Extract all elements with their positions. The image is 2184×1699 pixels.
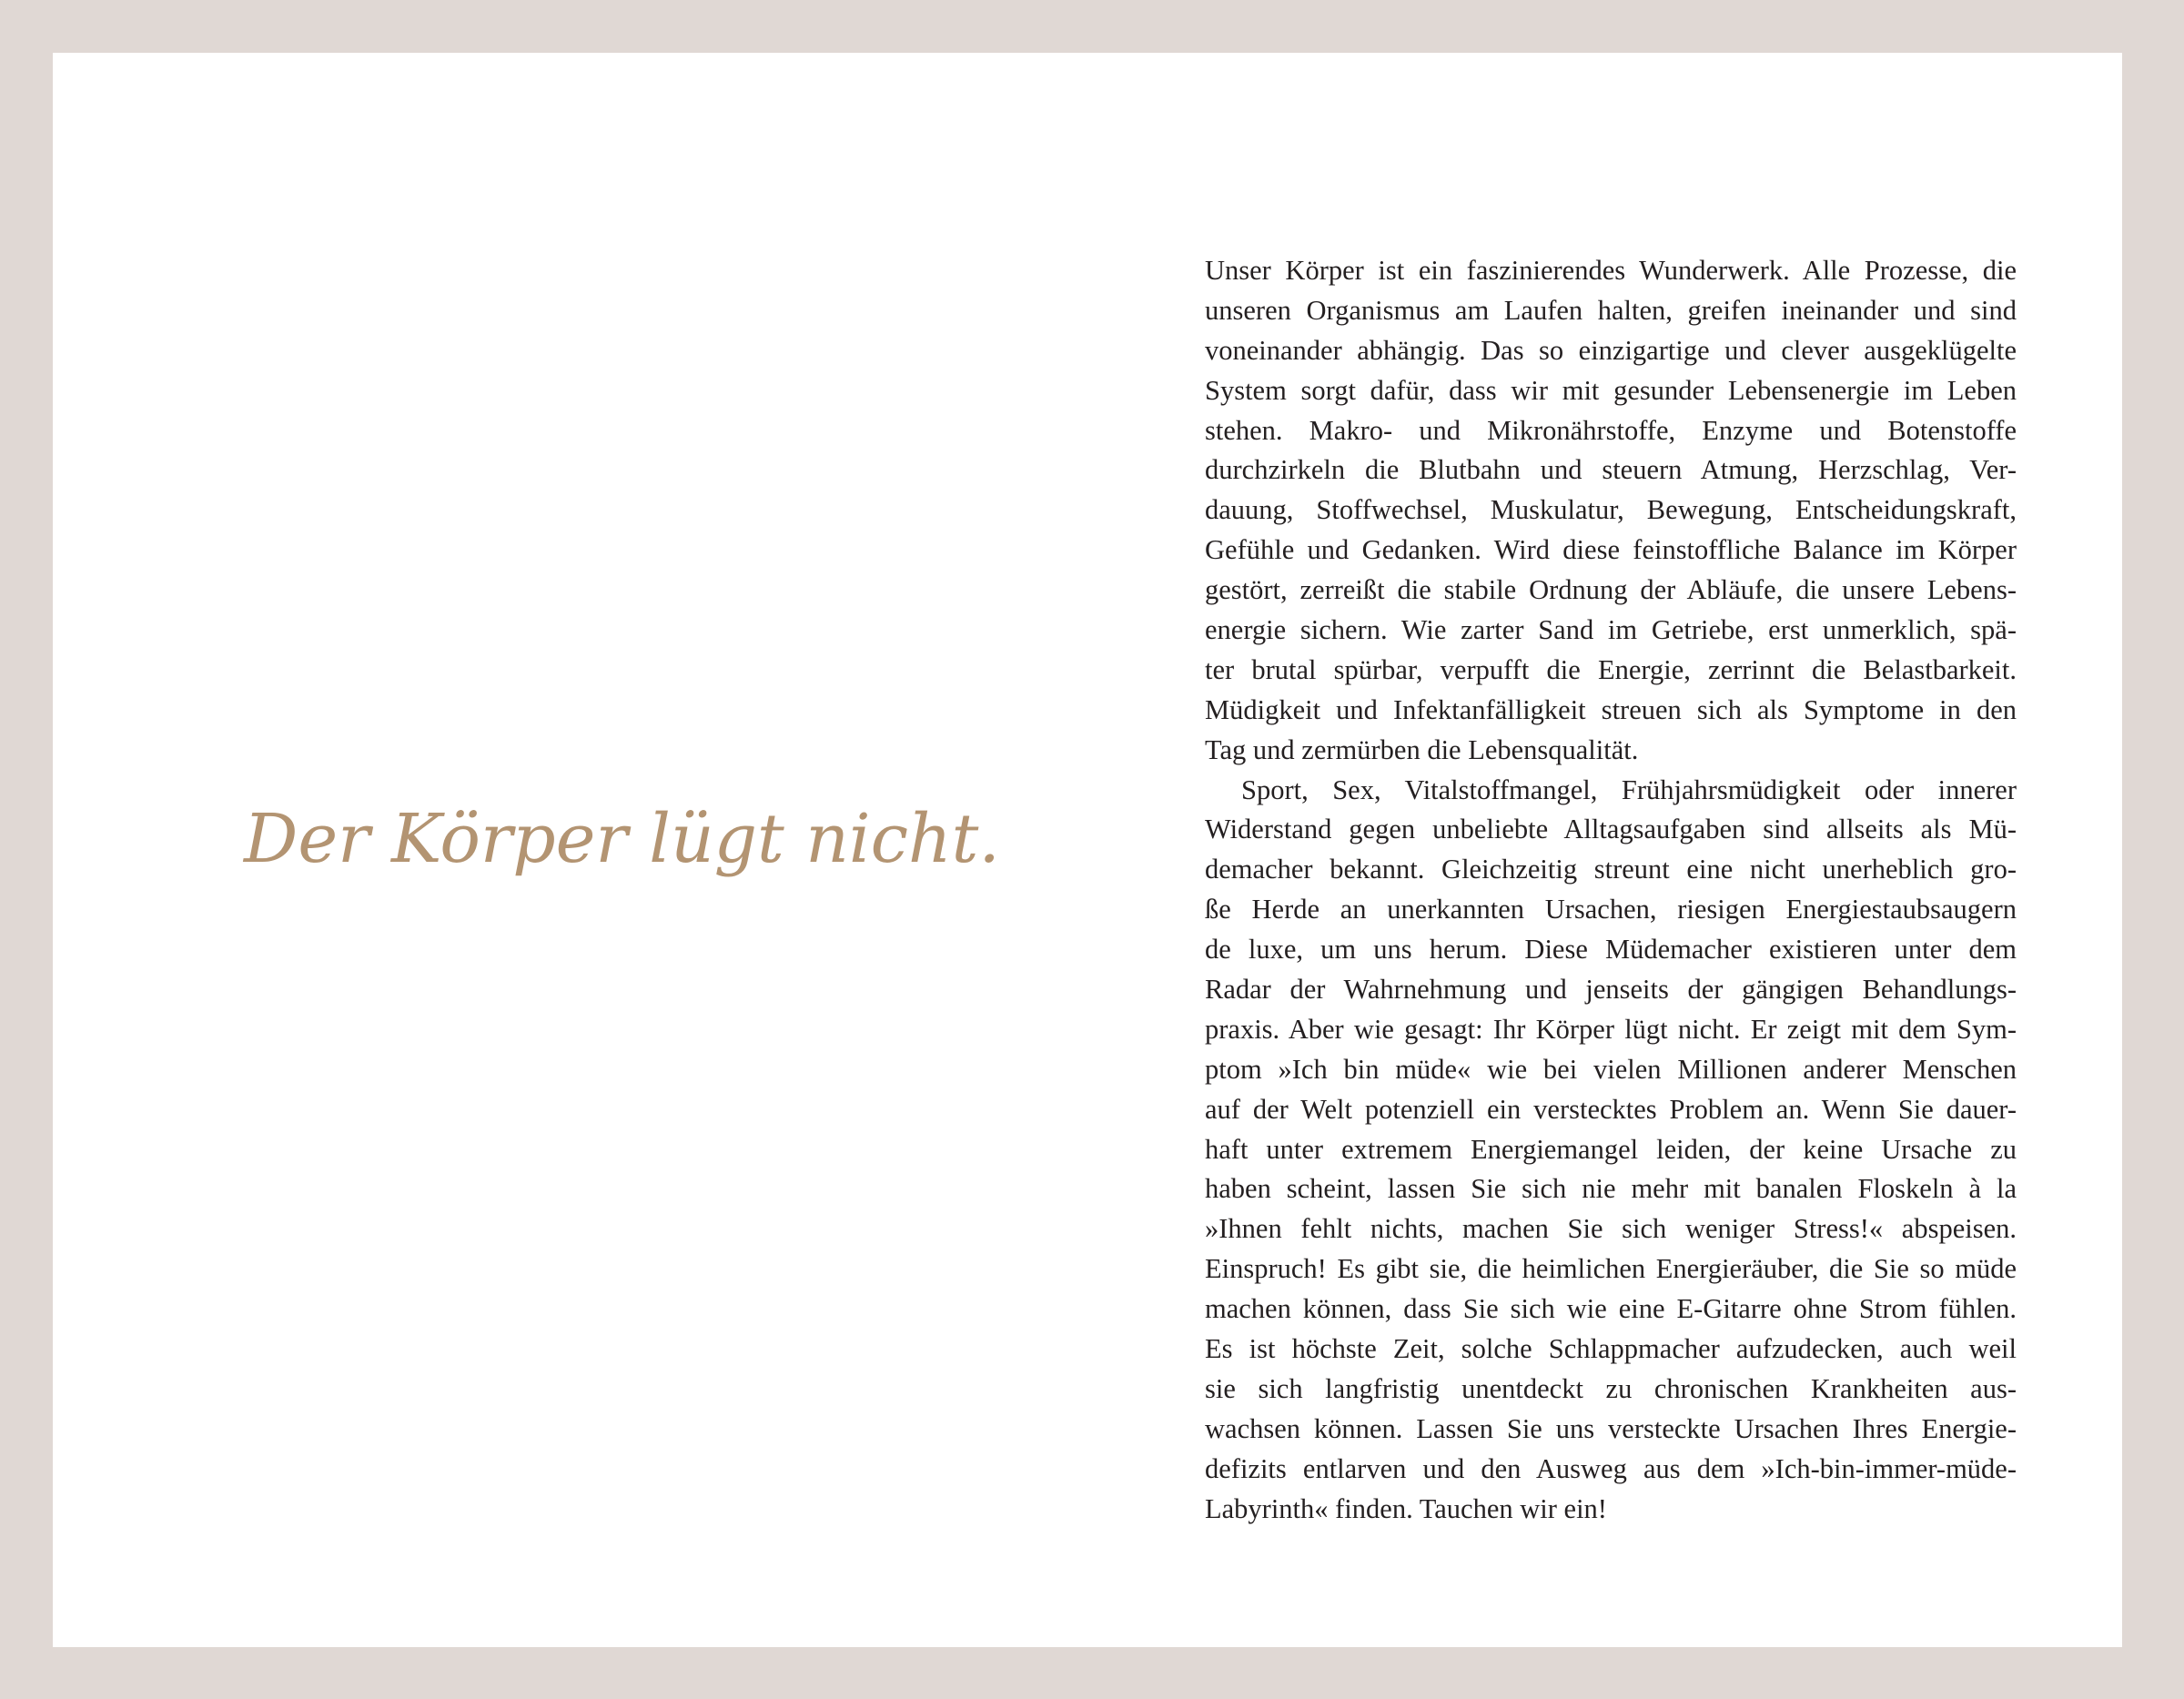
body-text — [1205, 251, 2017, 1530]
text-line: ptom »Ich bin müde« wie bei vielen Millionen anderer Menschen — [1205, 1053, 2017, 1085]
text-line: Müdigkeit und Infektanfälligkeit streuen sich als Symptome in den — [1205, 693, 2017, 725]
text-line: System sorgt dafür, dass wir mit gesunder Lebensenergie im Leben — [1205, 374, 2017, 406]
text-line: haben scheint, lassen Sie sich nie mehr mit banalen Floskeln à la — [1205, 1173, 2017, 1205]
text-line: Gefühle und Gedanken. Wird diese feinstoffliche Balance im Körper — [1205, 534, 2017, 566]
text-line: haft unter extremem Energiemangel leiden, der keine Ursache zu — [1205, 1133, 2017, 1165]
paragraph — [1205, 771, 2017, 1530]
text-line: Einspruch! Es gibt sie, die heimlichen Energieräuber, die Sie so müde — [1205, 1253, 2017, 1285]
text-line: Sport, Sex, Vitalstoffmangel, Frühjahrsmüdigkeit oder innerer — [1241, 774, 2017, 805]
book-spread — [53, 53, 2122, 1647]
text-line: voneinander abhängig. Das so einzigartige und clever ausgeklügelte — [1205, 334, 2017, 366]
text-line: auf der Welt potenziell ein verstecktes Problem an. Wenn Sie dauer- — [1205, 1093, 2017, 1125]
text-line: machen können, dass Sie sich wie eine E-Gitarre ohne Strom fühlen. — [1205, 1293, 2017, 1325]
text-line: Widerstand gegen unbeliebte Alltagsaufgaben sind allseits als Mü- — [1205, 814, 2017, 845]
text-line: de luxe, um uns herum. Diese Müdemacher existieren unter dem — [1205, 934, 2017, 966]
text-line: Es ist höchste Zeit, solche Schlappmacher aufzudecken, auch weil — [1205, 1333, 2017, 1365]
text-line: ße Herde an unerkannten Ursachen, riesigen Energiestaubsaugern — [1205, 894, 2017, 925]
text-line: Unser Körper ist ein faszinierendes Wunderwerk. Alle Prozesse, die — [1205, 255, 2017, 286]
text-line: wachsen können. Lassen Sie uns versteckte Ursachen Ihres Energie- — [1205, 1412, 2017, 1444]
text-line: »Ihnen fehlt nichts, machen Sie sich weniger Stress!« abspeisen. — [1205, 1213, 2017, 1245]
text-line: energie sichern. Wie zarter Sand im Getriebe, erst unmerklich, spä- — [1205, 614, 2017, 646]
text-line: demacher bekannt. Gleichzeitig streunt eine nicht unerheblich gro- — [1205, 854, 2017, 885]
text-line: durchzirkeln die Blutbahn und steuern Atmung, Herzschlag, Ver- — [1205, 454, 2017, 486]
text-line: gestört, zerreißt die stabile Ordnung der Abläufe, die unsere Lebens- — [1205, 574, 2017, 606]
text-line: dauung, Stoffwechsel, Muskulatur, Bewegung, Entscheidungskraft, — [1205, 494, 2017, 526]
chapter-headline: Der Körper lügt nicht. — [244, 800, 1000, 878]
text-line: unseren Organismus am Laufen halten, greifen ineinander und sind — [1205, 294, 2017, 326]
text-line: sie sich langfristig unentdeckt zu chronischen Krankheiten aus- — [1205, 1372, 2017, 1404]
text-line: Tag und zermürben die Lebensqualität. — [1205, 733, 1639, 765]
text-line: stehen. Makro- und Mikronährstoffe, Enzyme und Botenstoffe — [1205, 414, 2017, 446]
text-line: ter brutal spürbar, verpufft die Energie, zerrinnt die Belastbarkeit. — [1205, 653, 2017, 685]
text-line: praxis. Aber wie gesagt: Ihr Körper lügt nicht. Er zeigt mit dem Sym- — [1205, 1013, 2017, 1045]
paragraph — [1205, 251, 2017, 771]
text-line: defizits entlarven und den Ausweg aus dem »Ich-bin-immer-müde- — [1205, 1452, 2017, 1484]
text-line: Labyrinth« finden. Tauchen wir ein! — [1205, 1492, 1607, 1524]
text-line: Radar der Wahrnehmung und jenseits der gängigen Behandlungs- — [1205, 974, 2017, 1006]
